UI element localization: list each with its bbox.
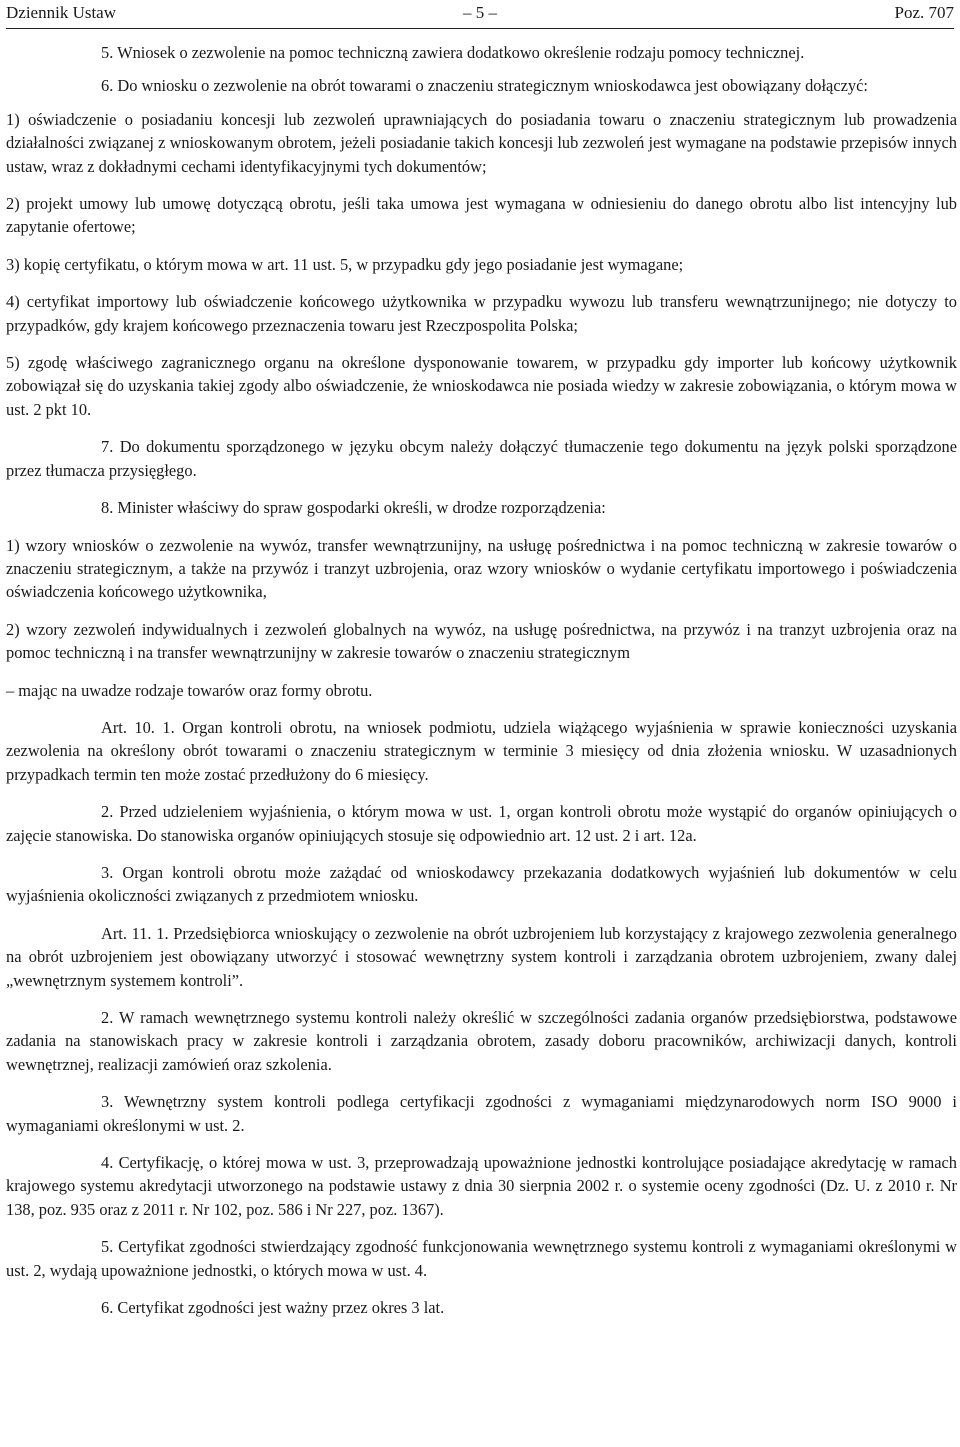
journal-title: Dziennik Ustaw	[6, 3, 117, 22]
article-11-paragraph-5: 5. Certyfikat zgodności stwierdzający zgodność funkcjonowania wewnętrznego systemu kontroli z wymaganiami określonymi w ust. 2, wydają upoważnione jednostki, o których mowa w ust. 4.	[6, 1237, 957, 1280]
list-item: 5) zgodę właściwego zagranicznego organu na określone dysponowanie towarem, w przypadku gdy importer lub końcowy użytkownik zobowiązał się do uzyskania takiej zgody albo oświadczenie, że wnioskodawca nie posiada wiedzy w zakresie zobowiązania, o którym mowa w ust. 2 pkt 10.	[6, 353, 957, 419]
list-item: 4) certyfikat importowy lub oświadczenie końcowego użytkownika w przypadku wywozu lub transferu wewnątrzunijnego; nie dotyczy to przypadków, gdy krajem końcowego przeznaczenia towaru jest Rzeczpospolita Polska;	[6, 292, 957, 335]
position-number: Poz. 707	[894, 3, 954, 22]
list-item: 3) kopię certyfikatu, o którym mowa w art. 11 ust. 5, w przypadku gdy jego posiadanie jest wymagane;	[6, 254, 684, 274]
document-body	[6, 41, 957, 1333]
list-item: 1) oświadczenie o posiadaniu koncesji lub zezwoleń uprawniających do posiadania towaru o znaczeniu strategicznym lub prowadzenia działalności związanej z wnioskowanym obrotem, jeżeli posiadanie takich koncesji lub zezwoleń jest wymagane na podstawie przepisów innych ustaw, wraz z dokładnymi cechami identyfikacyjnymi tych dokumentów;	[6, 109, 957, 176]
page-header	[6, 0, 954, 29]
article-10-paragraph-2: 2. Przed udzieleniem wyjaśnienia, o którym mowa w ust. 1, organ kontroli obrotu może wystąpić do organów opiniujących o zajęcie stanowiska. Do stanowiska organów opiniujących stosuje się odpowiednio art. 12 ust. 2 i art. 12a.	[6, 802, 957, 845]
article-11-paragraph-6: 6. Certyfikat zgodności jest ważny przez okres 3 lat.	[101, 1298, 445, 1318]
list-item: 2) projekt umowy lub umowę dotyczącą obrotu, jeśli taka umowa jest wymagana w odniesieniu do danego obrotu albo list intencyjny lub zapytanie ofertowe;	[6, 194, 957, 237]
article-11-paragraph-1: Art. 11. 1. Przedsiębiorca wnioskujący o zezwolenie na obrót uzbrojeniem lub korzystający z krajowego zezwolenia generalnego na obrót uzbrojeniem jest obowiązany utworzyć i stosować wewnętrzny system kontroli i zarządzania obrotem uzbrojeniem, zwany dalej „wewnętrznym systemem kontroli”.	[6, 923, 957, 990]
closing-dash-line: – mając na uwadze rodzaje towarów oraz formy obrotu.	[6, 680, 373, 700]
article-10-paragraph-1: Art. 10. 1. Organ kontroli obrotu, na wniosek podmiotu, udziela wiążącego wyjaśnienia w sprawie konieczności uzyskania zezwolenia na określony obrót towarami o znaczeniu strategicznym w terminie 3 miesięcy od dnia złożenia wniosku. W uzasadnionych przypadkach termin ten może zostać przedłużony do 6 miesięcy.	[6, 717, 957, 784]
list-item: 2) wzory zezwoleń indywidualnych i zezwoleń globalnych na wywóz, na usługę pośrednictwa, na przywóz i na tranzyt uzbrojenia oraz na pomoc techniczną i na transfer wewnątrzunijny w zakresie towarów o znaczeniu strategicznym	[6, 619, 957, 663]
article-11-paragraph-4: 4. Certyfikację, o której mowa w ust. 3, przeprowadzają upoważnione jednostki kontrolujące posiadające akredytację w ramach krajowego systemu akredytacji utworzonego na podstawie ustawy z dnia 30 sierpnia 2002 r. o systemie oceny zgodności (Dz. U. z 2010 r. Nr 138, poz. 935 oraz z 2011 r. Nr 102, poz. 586 i Nr 227, poz. 1367).	[6, 1153, 957, 1219]
list-item: 1) wzory wniosków o zezwolenie na wywóz, transfer wewnątrzunijny, na usługę pośrednictwa i na pomoc techniczną w zakresie towarów o znaczeniu strategicznym, a także na przywóz i tranzyt uzbrojenia, oraz wzory wniosków o wydanie certyfikatu importowego i poświadczenia oświadczenia końcowego użytkownika,	[6, 535, 957, 602]
article-11-paragraph-3: 3. Wewnętrzny system kontroli podlega certyfikacji zgodności z wymaganiami międzynarodowych norm ISO 9000 i wymaganiami określonymi w ust. 2.	[6, 1092, 957, 1135]
article-11-paragraph-2: 2. W ramach wewnętrznego systemu kontroli należy określić w szczególności zadania organów przedsiębiorstwa, podstawowe zadania na stanowiskach pracy w zakresie kontroli i zarządzania obrotem, zasady doboru pracowników, archiwizacji danych, kontroli wewnętrznej, realizacji zamówień oraz szkolenia.	[6, 1008, 957, 1074]
paragraph-5: 5. Wniosek o zezwolenie na pomoc techniczną zawiera dodatkowo określenie rodzaju pomocy technicznej.	[101, 43, 805, 62]
paragraph-6: 6. Do wniosku o zezwolenie na obrót towarami o znaczeniu strategicznym wnioskodawca jest obowiązany dołączyć:	[101, 76, 868, 96]
paragraph-7: 7. Do dokumentu sporządzonego w języku obcym należy dołączyć tłumaczenie tego dokumentu na język polski sporządzone przez tłumacza przysięgłego.	[6, 437, 957, 480]
article-10-paragraph-3: 3. Organ kontroli obrotu może zażądać od wnioskodawcy przekazania dodatkowych wyjaśnień lub dokumentów w celu wyjaśnienia okoliczności związanych z przedmiotem wniosku.	[6, 862, 957, 906]
paragraph-8: 8. Minister właściwy do spraw gospodarki określi, w drodze rozporządzenia:	[101, 498, 606, 518]
page-number: – 5 –	[463, 3, 497, 22]
